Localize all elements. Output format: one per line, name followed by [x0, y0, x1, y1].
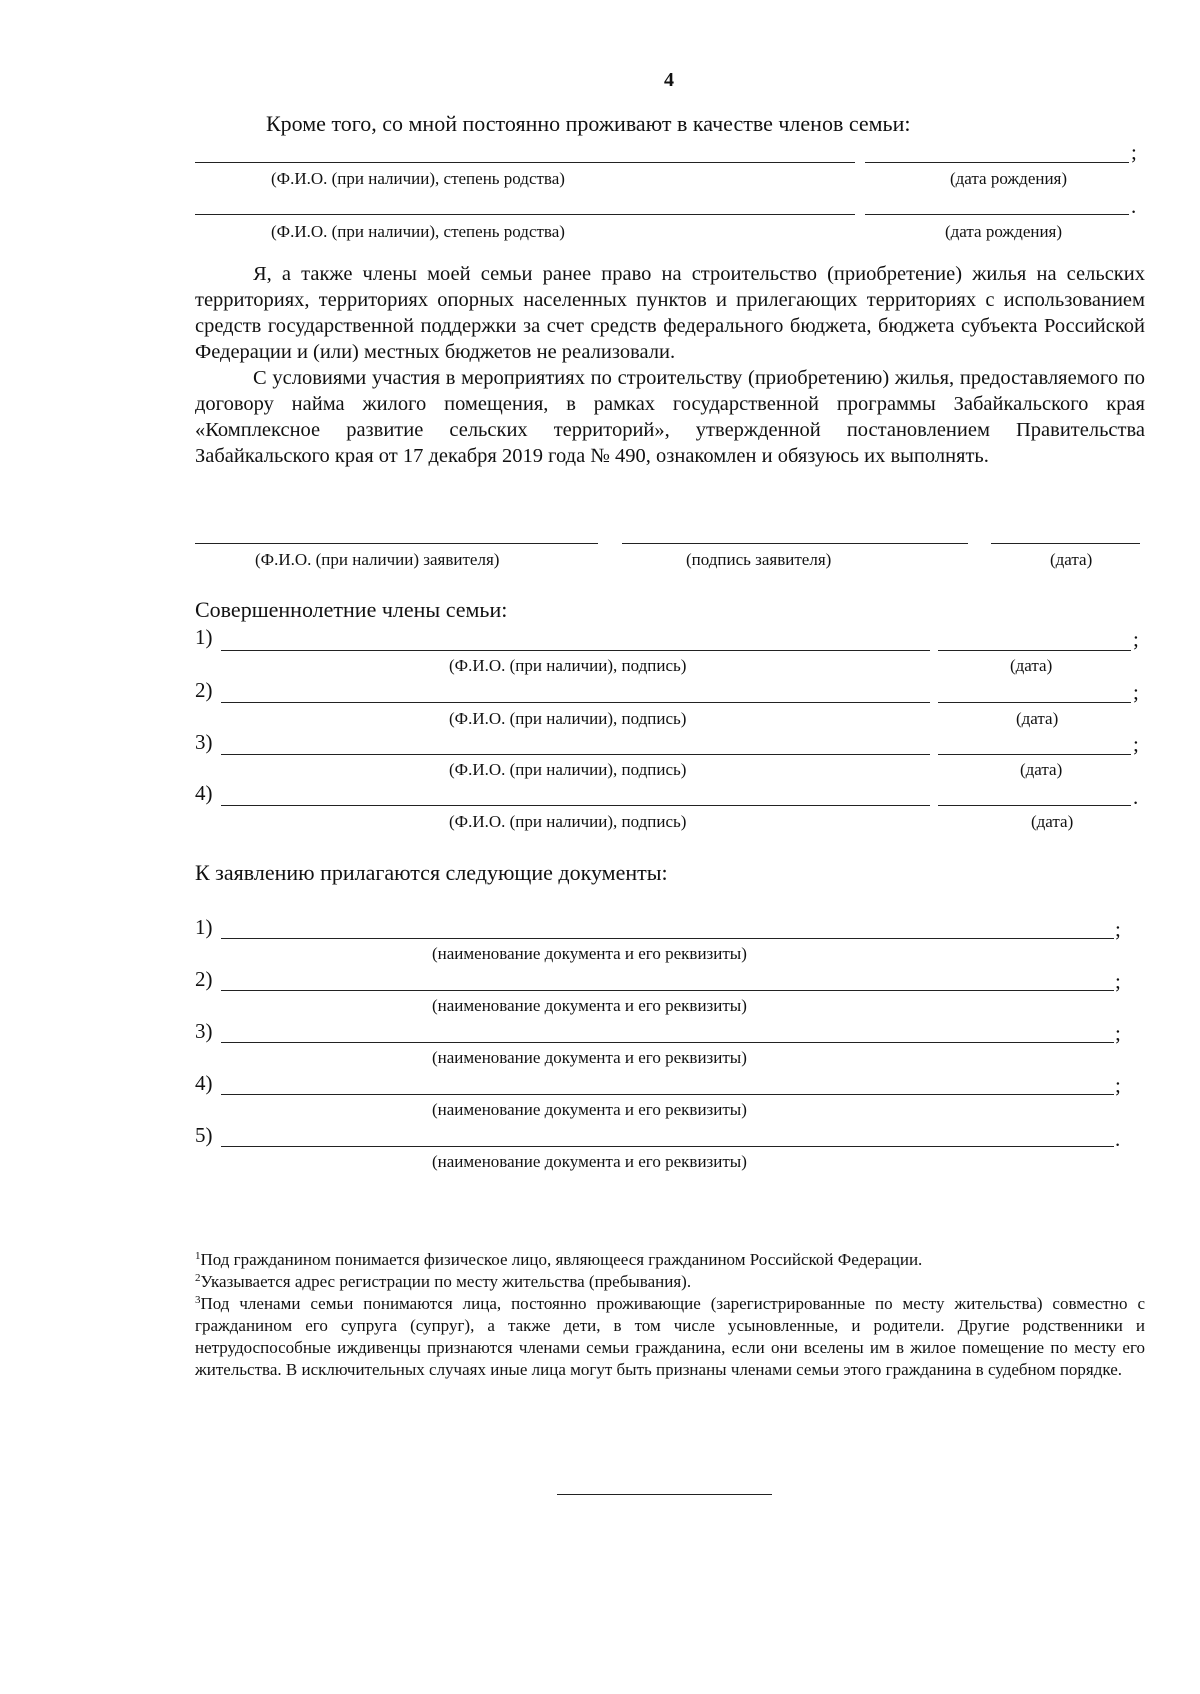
row-number: 4): [195, 781, 213, 805]
row-end-punct: ;: [1133, 627, 1139, 651]
row-end-punct: ;: [1133, 732, 1139, 756]
name-blank[interactable]: [195, 162, 855, 163]
applicant-date-caption: (дата): [1050, 550, 1093, 569]
page-number: 4: [664, 69, 674, 91]
date-caption: (дата рождения): [945, 222, 1063, 241]
footnote-mark: 2: [195, 1272, 201, 1284]
name-blank[interactable]: [195, 214, 855, 215]
row-end-punct: .: [1133, 785, 1139, 809]
footnote: [195, 1271, 1145, 1293]
adult-caption: (Ф.И.О. (при наличии), подпись): [449, 656, 687, 675]
adult-date-blank[interactable]: [938, 754, 1131, 755]
applicant-name-blank[interactable]: [195, 543, 598, 544]
row-end-punct: ;: [1131, 140, 1137, 164]
row-end-punct: ;: [1133, 680, 1139, 704]
name-caption: (Ф.И.О. (при наличии), степень родства): [271, 169, 565, 188]
applicant-signature-caption: (подпись заявителя): [686, 550, 832, 569]
paragraph-conditions: С условиями участия в мероприятиях по строительству (приобретению) жилья, предоставляемого по договору найма жилого помещения, в рамках государственной программы Забайкальского края «Комплексное развитие сельских территорий», утвержденной постановлением Правительства Забайкальского края от 17 декабря 2019 года № 490, ознакомлен и обязуюсь их выполнять.: [195, 367, 1145, 467]
row-number: 5): [195, 1123, 213, 1147]
row-number: 2): [195, 678, 213, 702]
applicant-date-blank[interactable]: [991, 543, 1140, 544]
row-number: 4): [195, 1071, 213, 1095]
row-end-punct: ;: [1115, 917, 1121, 941]
row-number: 1): [195, 915, 213, 939]
date-blank[interactable]: [865, 214, 1129, 215]
footnote-text: Указывается адрес регистрации по месту жительства (пребывания).: [200, 1272, 692, 1291]
date-caption: (дата рождения): [950, 169, 1068, 188]
body-text: [195, 261, 1145, 469]
doc-caption: (наименование документа и его реквизиты): [432, 1048, 747, 1067]
row-number: 3): [195, 1019, 213, 1043]
adult-date-blank[interactable]: [938, 650, 1131, 651]
footnote: [195, 1249, 1145, 1271]
adult-caption: (Ф.И.О. (при наличии), подпись): [449, 812, 687, 831]
docs-heading: К заявлению прилагаются следующие документы:: [195, 860, 668, 885]
adult-name-blank[interactable]: [221, 650, 930, 651]
adult-date-caption: (дата): [1020, 760, 1063, 779]
intro-line: Кроме того, со мной постоянно проживают в качестве членов семьи:: [266, 111, 911, 136]
doc-caption: (наименование документа и его реквизиты): [432, 1100, 747, 1119]
row-number: 2): [195, 967, 213, 991]
adult-name-blank[interactable]: [221, 754, 930, 755]
adult-caption: (Ф.И.О. (при наличии), подпись): [449, 760, 687, 779]
footnote: [195, 1293, 1145, 1381]
doc-blank[interactable]: [221, 938, 1114, 939]
footnote-text: Под членами семьи понимаются лица, постоянно проживающие (зарегистрированные по месту жительства) совместно с гражданином его супруга (супруг), а также дети, в том числе усыновленные, и родители. Другие родственники и нетрудоспособные иждивенцы признаются членами семьи гражданина, если они вселены им в жилое помещение по месту его жительства. В исключительных случаях иные лица могут быть признаны членами семьи этого гражданина в судебном порядке.: [195, 1294, 1145, 1379]
applicant-name-caption: (Ф.И.О. (при наличии) заявителя): [255, 550, 500, 569]
doc-caption: (наименование документа и его реквизиты): [432, 996, 747, 1015]
row-end-punct: ;: [1115, 1021, 1121, 1045]
doc-blank[interactable]: [221, 990, 1114, 991]
paragraph-no-prior-right: Я, а также члены моей семьи ранее право на строительство (приобретение) жилья на сельских территориях, территориях опорных населенных пунктов и прилегающих территориях с использованием средств государственной поддержки за счет средств федерального бюджета, бюджета субъекта Российской Федерации и (или) местных бюджетов не реализовали.: [195, 263, 1145, 363]
doc-blank[interactable]: [221, 1094, 1114, 1095]
footnotes: [195, 1249, 1145, 1381]
row-end-punct: .: [1131, 194, 1137, 218]
adult-date-caption: (дата): [1010, 656, 1053, 675]
row-number: 1): [195, 625, 213, 649]
adult-caption: (Ф.И.О. (при наличии), подпись): [449, 709, 687, 728]
doc-blank[interactable]: [221, 1042, 1114, 1043]
adult-date-caption: (дата): [1031, 812, 1074, 831]
adult-name-blank[interactable]: [221, 805, 930, 806]
adult-date-blank[interactable]: [938, 805, 1131, 806]
doc-caption: (наименование документа и его реквизиты): [432, 944, 747, 963]
adult-date-blank[interactable]: [938, 702, 1131, 703]
footnote-text: Под гражданином понимается физическое лицо, являющееся гражданином Российской Федерации.: [200, 1250, 923, 1269]
row-end-punct: .: [1115, 1127, 1121, 1151]
adults-heading: Совершеннолетние члены семьи:: [195, 597, 508, 622]
applicant-signature-blank[interactable]: [622, 543, 968, 544]
doc-caption: (наименование документа и его реквизиты): [432, 1152, 747, 1171]
row-end-punct: ;: [1115, 969, 1121, 993]
adult-name-blank[interactable]: [221, 702, 930, 703]
row-end-punct: ;: [1115, 1073, 1121, 1097]
adult-date-caption: (дата): [1016, 709, 1059, 728]
footnote-mark: 1: [195, 1250, 201, 1262]
date-blank[interactable]: [865, 162, 1129, 163]
closing-rule: [557, 1494, 772, 1495]
name-caption: (Ф.И.О. (при наличии), степень родства): [271, 222, 565, 241]
footnote-mark: 3: [195, 1294, 201, 1306]
row-number: 3): [195, 730, 213, 754]
doc-blank[interactable]: [221, 1146, 1114, 1147]
